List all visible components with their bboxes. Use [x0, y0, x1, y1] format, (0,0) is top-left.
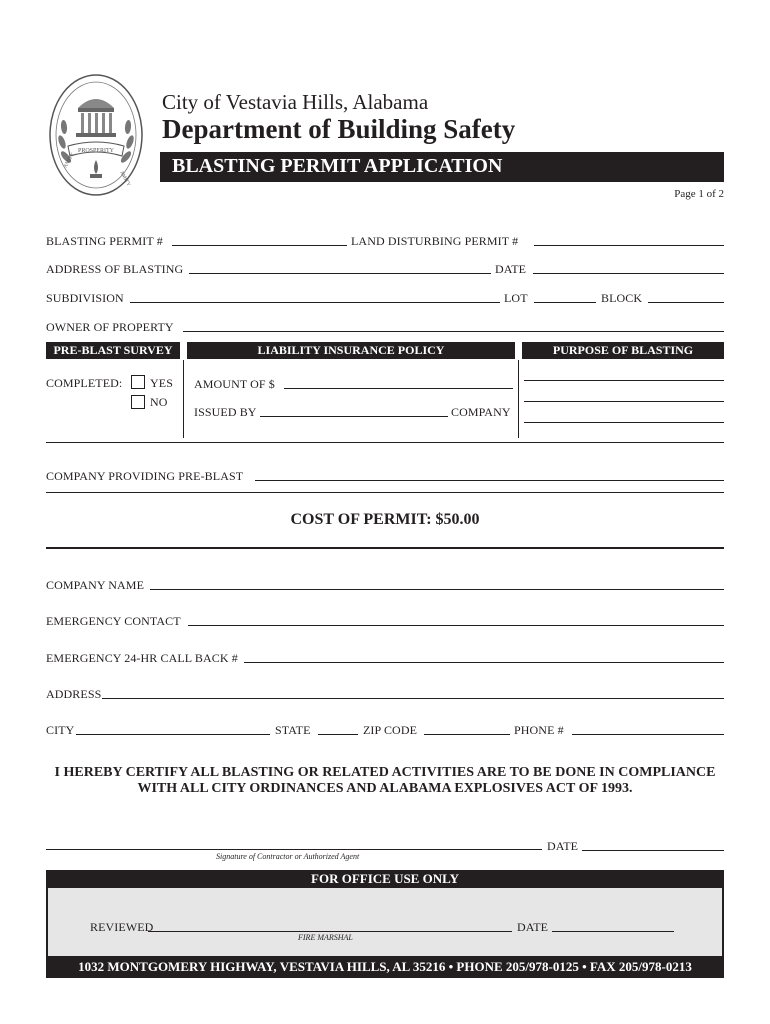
no-label: NO	[150, 395, 168, 409]
company-providing-pre-blast-label: COMPANY PROVIDING PRE-BLAST	[46, 469, 244, 483]
zip-code-label: ZIP CODE	[363, 723, 418, 737]
block-field[interactable]	[648, 302, 724, 303]
page-number: Page 1 of 2	[674, 188, 724, 200]
state-label: STATE	[275, 723, 311, 737]
issued-by-label: ISSUED BY	[194, 405, 257, 419]
signature-field[interactable]	[46, 849, 542, 850]
purpose-line-3[interactable]	[524, 422, 724, 423]
section-divider	[183, 360, 184, 438]
certification-line-2: WITH ALL CITY ORDINANCES AND ALABAMA EXPLOSIVES ACT OF 1993.	[137, 781, 633, 796]
address-label: ADDRESS	[46, 687, 102, 701]
state-field[interactable]	[318, 734, 358, 735]
land-disturbing-permit-field[interactable]	[534, 245, 724, 246]
cost-of-permit: COST OF PERMIT: $50.00	[290, 511, 480, 528]
completed-label: COMPLETED:	[46, 376, 123, 390]
date-field[interactable]	[533, 273, 724, 274]
phone-field[interactable]	[572, 734, 724, 735]
date-label: DATE	[495, 262, 527, 276]
section-rule	[46, 442, 724, 443]
purpose-line-2[interactable]	[524, 401, 724, 402]
address-of-blasting-label: ADDRESS OF BLASTING	[46, 262, 184, 276]
yes-label: YES	[150, 376, 173, 390]
purpose-line-1[interactable]	[524, 380, 724, 381]
company-name-label: COMPANY NAME	[46, 578, 144, 592]
owner-of-property-label: OWNER OF PROPERTY	[46, 320, 174, 334]
blasting-permit-field[interactable]	[172, 245, 347, 246]
office-use-header: FOR OFFICE USE ONLY	[46, 870, 724, 888]
reviewed-label: REVIEWED	[90, 920, 154, 934]
department-name: Department of Building Safety	[162, 114, 516, 144]
form-title-bar	[160, 152, 724, 182]
fire-marshal-caption: FIRE MARSHAL	[298, 933, 353, 942]
land-disturbing-permit-label: LAND DISTURBING PERMIT #	[351, 234, 519, 248]
block-label: BLOCK	[601, 291, 643, 305]
svg-text:AMITY: AMITY	[118, 170, 131, 188]
section-rule	[46, 492, 724, 493]
reviewed-field[interactable]	[148, 931, 512, 932]
address-of-blasting-field[interactable]	[189, 273, 491, 274]
office-date-label: DATE	[517, 920, 549, 934]
seal-motto: PROSPERITY	[77, 148, 115, 154]
liability-insurance-header: LIABILITY INSURANCE POLICY	[187, 342, 515, 359]
office-date-field[interactable]	[552, 931, 674, 932]
company-providing-pre-blast-field[interactable]	[255, 480, 724, 481]
emergency-callback-label: EMERGENCY 24-HR CALL BACK #	[46, 651, 238, 665]
certification-line-1: I HEREBY CERTIFY ALL BLASTING OR RELATED ACTIVITIES ARE TO BE DONE IN COMPLIANCE	[54, 765, 716, 780]
owner-of-property-field[interactable]	[183, 331, 724, 332]
signature-caption: Signature of Contractor or Authorized Agent	[216, 852, 360, 861]
section-rule	[46, 547, 724, 549]
amount-field[interactable]	[284, 388, 513, 389]
svg-text:AMITY: AMITY	[63, 152, 76, 169]
emergency-contact-label: EMERGENCY CONTACT	[46, 614, 181, 628]
form-title: BLASTING PERMIT APPLICATION	[172, 155, 503, 177]
zip-code-field[interactable]	[424, 734, 510, 735]
no-checkbox[interactable]	[131, 395, 145, 409]
city-label: CITY	[46, 723, 75, 737]
lot-field[interactable]	[534, 302, 596, 303]
phone-label: PHONE #	[514, 723, 564, 737]
emergency-contact-field[interactable]	[188, 625, 724, 626]
city-seal-logo	[48, 72, 144, 198]
city-field[interactable]	[76, 734, 270, 735]
amount-of-label: AMOUNT OF $	[194, 377, 275, 391]
certification-statement	[40, 765, 730, 797]
footer-contact: 1032 MONTGOMERY HIGHWAY, VESTAVIA HILLS, AL 35216 • PHONE 205/978-0125 • FAX 205/978-0213	[46, 956, 724, 978]
city-name: City of Vestavia Hills, Alabama	[162, 90, 429, 114]
subdivision-field[interactable]	[130, 302, 500, 303]
company-name-field[interactable]	[150, 589, 724, 590]
company-label: COMPANY	[451, 405, 511, 419]
lot-label: LOT	[504, 291, 528, 305]
signature-date-field[interactable]	[582, 850, 724, 851]
address-field[interactable]	[102, 698, 724, 699]
yes-checkbox[interactable]	[131, 375, 145, 389]
section-divider	[518, 360, 519, 438]
purpose-of-blasting-header: PURPOSE OF BLASTING	[522, 342, 724, 359]
issued-by-field[interactable]	[260, 416, 448, 417]
pre-blast-survey-header: PRE-BLAST SURVEY	[46, 342, 180, 359]
signature-date-label: DATE	[547, 839, 579, 853]
subdivision-label: SUBDIVISION	[46, 291, 124, 305]
emergency-callback-field[interactable]	[244, 662, 724, 663]
blasting-permit-label: BLASTING PERMIT #	[46, 234, 163, 248]
